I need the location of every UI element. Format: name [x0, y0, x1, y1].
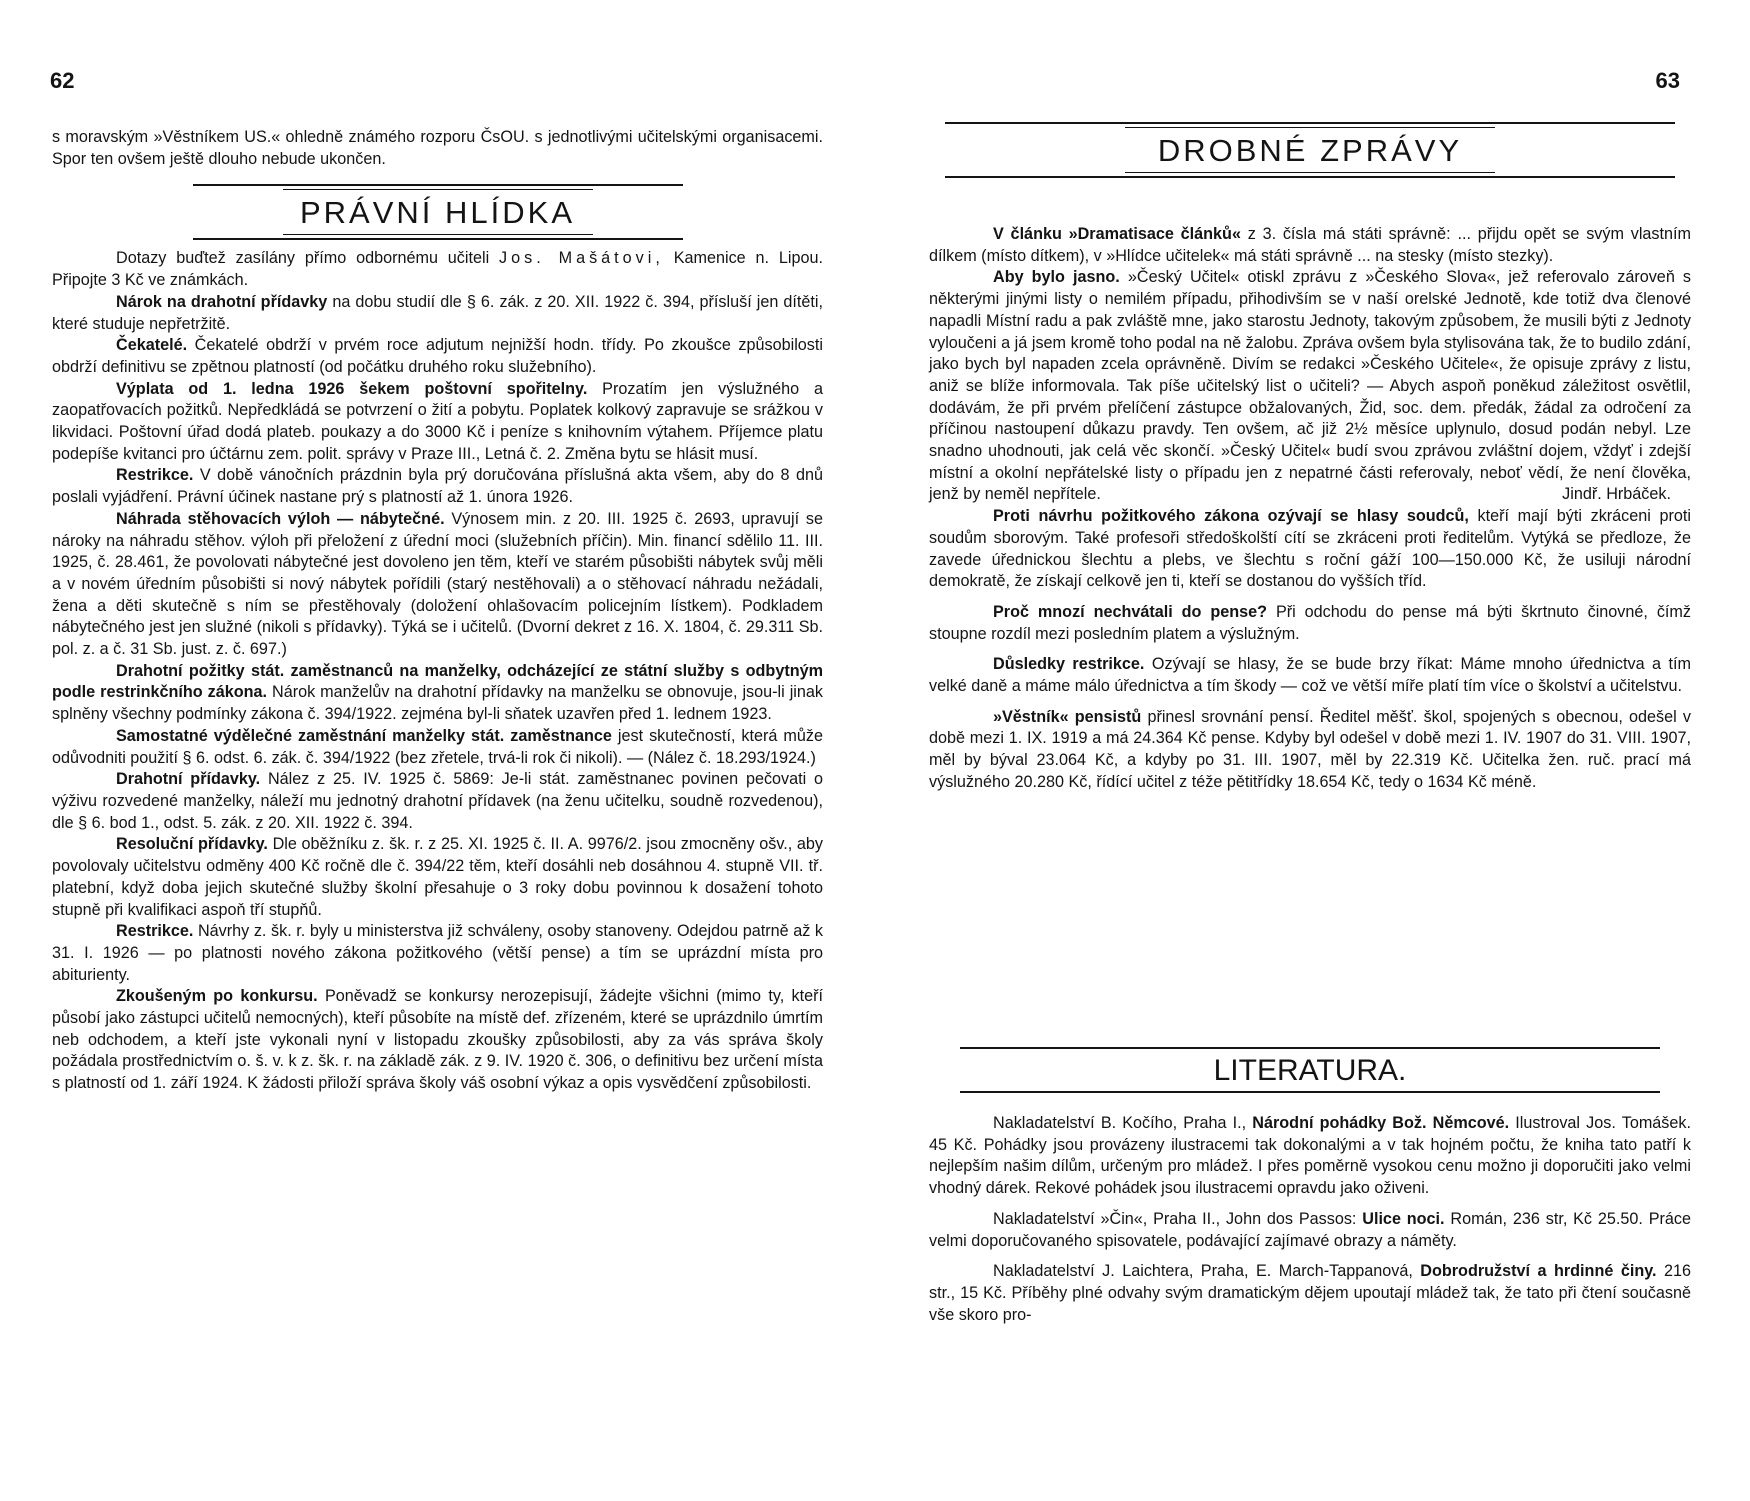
legal-item — [52, 769, 823, 834]
news-item — [929, 707, 1691, 794]
legal-item — [52, 465, 823, 508]
news-item-heading: V článku »Dramatisace článků« — [993, 225, 1241, 243]
legal-item-text: Prozatím jen výslužného a zaopatřovacích požitků. Nepředkládá se potvrzení o žití a pobytu. Poplatek kolkový zapravuje se srážkou v likvidaci. Poštovní úřad dodá plateb. poukazy a do 3000 Kč i peníze s knihovním výtahem. Příjemce platu podepíše kvitanci pro účtárnu zem. polit. správy v Praze III., Letná č. 2. Změna bytu se hlásit musí. — [52, 379, 823, 463]
signature: Jindř. Hrbáček. — [1562, 485, 1671, 504]
literature-title: Ulice noci. — [1362, 1209, 1445, 1228]
legal-item-heading: Nárok na drahotní přídavky — [116, 292, 328, 311]
literature-title: Dobrodružství a hrdinné činy. — [1420, 1262, 1657, 1281]
legal-item-heading: Resoluční přídavky. — [116, 835, 268, 854]
literature-text: 216 str., 15 Kč. Příběhy plné odvahy svým dramatickým dějem upoutají mládež tak, že tato při čtení současně vše skoro pro- — [929, 1262, 1691, 1324]
news-item-text: přinesl srovnání pensí. Ředitel měšť. škol, spojených s obecnou, odešel v době mezi 1. IX. 1919 a má 24.364 Kč pense. Kdyby byl odešel v době mezi 1. IV. 1907 do 31. VIII. 1907, měl by býval 23.064 Kč, a kdyby po 31. III. 1907, měl by 22.319 Kč. Učitelka žen. ruč. prací má výslužného 20.280 Kč, řídící učitel z téže pětitřídky 18.654 Kč, tedy o 1634 Kč méně. — [929, 707, 1691, 791]
legal-item-heading: Výplata od 1. ledna 1926 šekem poštovní spořitelny. — [116, 379, 588, 398]
legal-item — [52, 921, 823, 986]
right-page — [875, 0, 1750, 1501]
literature-rule-top — [960, 1047, 1660, 1049]
legal-item-heading: Drahotní požitky stát. zaměstnanců na manželky, odcházející ze státní služby s odbytným podle restrinkčního zákona. — [52, 661, 823, 702]
news-item — [929, 602, 1691, 645]
legal-item-text: Nárok manželův na drahotní přídavky na manželku se obnovuje, jsou-li jinak splněny všechny podmínky zákona č. 394/1922. zejména byl-li sňatek uzavřen před 1. lednem 1923. — [52, 683, 823, 724]
section-title-literatura: LITERATURA. — [1213, 1054, 1407, 1087]
notice-text-b: Kamenice n. Lipou. Připojte 3 Kč ve známkách. — [52, 249, 823, 290]
legal-item — [52, 292, 823, 335]
literature-publisher: Nakladatelství »Čin«, Praha II., John dos Passos: — [993, 1209, 1363, 1228]
legal-item — [52, 834, 823, 921]
legal-item-heading: Samostatné výdělečné zaměstnání manželky stát. zaměstnance — [116, 726, 612, 745]
news-item — [929, 224, 1691, 267]
legal-item-heading: Restrikce. — [116, 922, 194, 941]
legal-item-text: Výnosem min. z 20. III. 1925 č. 2693, upravují se nároky na náhradu stěhov. výloh při přeložení z úřední moci (služebních příčin). Min. financí sdělilo 11. III. 1925, č. 28.461, že povolovati nábytečné jest dovoleno jen těm, kteří ve starém působišti nábytek svůj měli a v novém úředním působišti si nový nábytek pořídili (starý nestěhovali) a o stěhovací náhradu nežádali, žena a děti skutečně s ním se přestěhovaly (doložení ohlašovacím policejním lístkem). Podkladem nábytečného jest jen služné (nikoli s přídavky). Týká se i učitelů. (Dvorní dekret z 16. X. 1804, č. 29.311 Sb. pol. z. a č. 31 Sb. just. z. č. 697.) — [52, 509, 823, 659]
legal-item-text: V době vánočních prázdnin byla prý doručována příslušná akta všem, aby do 8 dnů poslali vyjádření. Právní účinek nastane prý s platností až 1. února 1926. — [52, 466, 823, 507]
legal-item-heading: Náhrada stěhovacích výloh — nábytečné. — [116, 509, 445, 528]
news-item-text: kteří mají býti zkráceni proti soudům sborovým. Také profesoři středoškolští cítí se zkráceni proti ředitelům. Vytýká se předloze, že zavede úřednickou šlechtu a plebs, ve šlechtu s roční gáží 100—150.000 Kč, že usiluji národní demokratě, že získají celkově jen ti, kteří se dostanou do vyšších tříd. — [929, 507, 1691, 591]
news-item-heading: Aby bylo jasno. — [993, 268, 1120, 287]
drobne-zpravy-header — [929, 122, 1691, 178]
notice-text-a: Dotazy buďtež zasílány přímo odbornému učiteli — [116, 249, 500, 268]
news-item — [929, 267, 1691, 506]
left-column — [52, 127, 823, 1095]
notice-paragraph — [52, 248, 823, 291]
section-rule-top-inner — [283, 189, 593, 190]
right-column — [929, 224, 1691, 794]
literature-text: Román, 236 str, Kč 25.50. Práce velmi doporučovaného spisovatele, podávající zajímavé obrazy a náměty. — [929, 1209, 1691, 1250]
section-rule-bottom — [945, 176, 1675, 178]
notice-name: Jos. Mašátovi, — [499, 249, 664, 268]
intro-paragraph: s moravským »Věstníkem US.« ohledně známého rozporu ČsOU. s jednotlivými učitelskými organisacemi. Spor ten ovšem ještě dlouho nebude ukončen. — [52, 128, 823, 168]
legal-item — [52, 335, 823, 378]
news-item-heading: Proti návrhu požitkového zákona ozývají se hlasy soudců, — [993, 507, 1469, 526]
news-item-text: Ozývají se hlasy, že se bude brzy říkat: Máme mnoho úřednictva a tím velké daně a máme málo úřednictva a tím škody — což ve větší míře platí tím více o školství a učitelstvu. — [929, 655, 1691, 696]
legal-item — [52, 509, 823, 661]
news-item-heading: Důsledky restrikce. — [993, 655, 1145, 674]
legal-item-text: Čekatelé obdrží v prvém roce adjutum nejnižší hodn. třídy. Po zkoušce způsobilosti obdrží definitivu se zpětnou platností (od počátku druhého roku služebního). — [52, 336, 823, 376]
legal-item-heading: Drahotní přídavky. — [116, 770, 261, 789]
legal-item-text: na dobu studií dle § 6. zák. z 20. XII. 1922 č. 394, přísluší jen dítěti, které studuje nepřetržitě. — [52, 292, 823, 333]
legal-item-text: Poněvadž se konkursy nerozepisují, žádejte všichni (mimo ty, kteří působí jako zástupci učitelů nemocných), kteří působíte na místě def. zřízeném, které se uprázdnilo úmrtím neb odchodem, a kteří jste vykonali nyní v listopadu zkoušky způsobilosti, aby za vás správa školy požádala prostřednictvím o. š. v. k z. šk. r. na základě zák. z 9. IV. 1920 č. 306, o definitivu bez určení místa s platností od 1. září 1924. K žádosti přiloží správa školy váš osobní výkaz a opis vysvědčení způsobilosti. — [52, 987, 823, 1093]
left-page — [0, 0, 860, 1501]
literature-publisher: Nakladatelství B. Kočího, Praha I., — [993, 1114, 1253, 1132]
literature-title: Národní pohádky Bož. Němcové. — [1252, 1114, 1510, 1132]
legal-item — [52, 986, 823, 1095]
literatura-section — [929, 1047, 1691, 1326]
section-title-drobne-zpravy: DROBNÉ ZPRÁVY — [1157, 133, 1463, 168]
legal-item — [52, 726, 823, 769]
legal-item-text: Nález z 25. IV. 1925 č. 5869: Je-li stát. zaměstnanec povinen pečovati o výživu rozvedené manželky, náleží mu jednotný drahotní přídavek (na ženu učitelku, soudně rozvedenou), dle § 6. bod 1., odst. 5. zák. z 20. XII. 1922 č. 394. — [52, 770, 823, 832]
section-title-pravni-hlidka: PRÁVNÍ HLÍDKA — [299, 195, 575, 231]
literature-publisher: Nakladatelství J. Laichtera, Praha, E. March-Tappanová, — [993, 1262, 1421, 1281]
legal-item-text: Dle oběžníku z. šk. r. z 25. XI. 1925 č. II. A. 9976/2. jsou zmocněny ošv., aby povolovaly učitelstvu odměny 400 Kč ročně dle č. 394/22 těm, kteří dosáhli neb dosáhnou 4. stupně VII. tř. platební, když doba jejich skutečné služby školní přesahuje o 3 roky dobu povinnou k dosažení tohoto stupně při kvalifikaci aspoň tří stupňů. — [52, 835, 823, 919]
news-item-text: Při odchodu do pense má býti škrtnuto činovné, čímž stoupne rozdíl mezi posledním platem a výslužným. — [929, 602, 1691, 643]
page-number-left: 62 — [50, 68, 75, 93]
legal-item — [52, 379, 823, 466]
legal-item — [52, 661, 823, 726]
literature-item — [929, 1113, 1691, 1200]
literature-item — [929, 1261, 1691, 1326]
news-item-heading: »Věstník« pensistů — [993, 707, 1142, 726]
section-rule-top-inner — [1125, 127, 1495, 128]
news-item — [929, 654, 1691, 697]
literature-text: Ilustroval Jos. Tomášek. 45 Kč. Pohádky jsou provázeny ilustracemi tak dokonalými a v tak hojném počtu, že kniha tato patří k nejlepším našim dílům, určeným pro mládež. I přes poměrně vysokou cenu možno ji doporučiti jako velmi vhodný dárek. Rekové pohádek jsou ilustracemi opravdu jako oživeni. — [929, 1114, 1691, 1198]
news-item — [929, 506, 1691, 593]
news-item-heading: Proč mnozí nechvátali do pense? — [993, 602, 1268, 621]
legal-item-heading: Restrikce. — [116, 466, 194, 485]
news-item-text: z 3. čísla má státi správně: ... přijdu opět se svým vlastním dílkem (místo dítkem), v »Hlídce učitelek« má státi správně ... na stesky (místo stezky). — [929, 225, 1691, 265]
page-number-right: 63 — [1655, 68, 1680, 93]
legal-item-text: Návrhy z. šk. r. byly u ministerstva již schváleny, osoby stanoveny. Odejdou patrně až k 31. I. 1926 — po platnosti nového zákona požitkového (větší pense) a tím se uprázdní místa pro abiturienty. — [52, 922, 823, 984]
legal-item-text: jest skutečností, která může odůvodniti použití § 6. odst. 6. zák. č. 394/1922 (bez zřetele, trvá-li rok či nikoli). — (Nález č. 18.293/1924.) — [52, 726, 823, 767]
news-item-text: »Český Učitel« otiskl zprávu z »Českého Slova«, jež referovalo zároveň s některými jinými listy o nemilém případu, přihodivším se v naší orelské Jednotě, kde totiž dva členové napadli Místní radu a pak zvláště mne, jako starostu Jednoty, takovým způsobem, že musili býti z Jednoty vyloučeni a já jsem kromě toho podal na ně žalobu. Zpráva ovšem byla stylisována tak, že to budilo zdání, jako bych byl napaden zcela oprávněně. Divím se redakci »Českého Učitele«, že opisuje zprávy z listu, aniž se blíže informovala. Tak píše učitelský list o učiteli? — Abych aspoň poněkud záležitost osvětlil, dodávám, že při prvém přelíčení zástupce obžalovaných, Žid, soc. dem. předák, žádal za odročení za příčinou nastoupení důkazu pravdy. Ten ovšem, ač již 2½ měsíce uplynulo, dosud podán nebyl. Lze snadno uhodnouti, jak celá věc skončí. »Český Učitel« budí svou zprávou zvláštní dojem, vždyť i zdejší místní a okolní nepřátelské listy o případu jen z nepatrné části referovaly, neboť vědí, že není člověka, jenž by neměl nepřítele. — [929, 268, 1691, 504]
legal-item-heading: Čekatelé. — [116, 336, 188, 355]
legal-item-heading: Zkoušeným po konkursu. — [116, 987, 318, 1006]
literature-item — [929, 1209, 1691, 1252]
